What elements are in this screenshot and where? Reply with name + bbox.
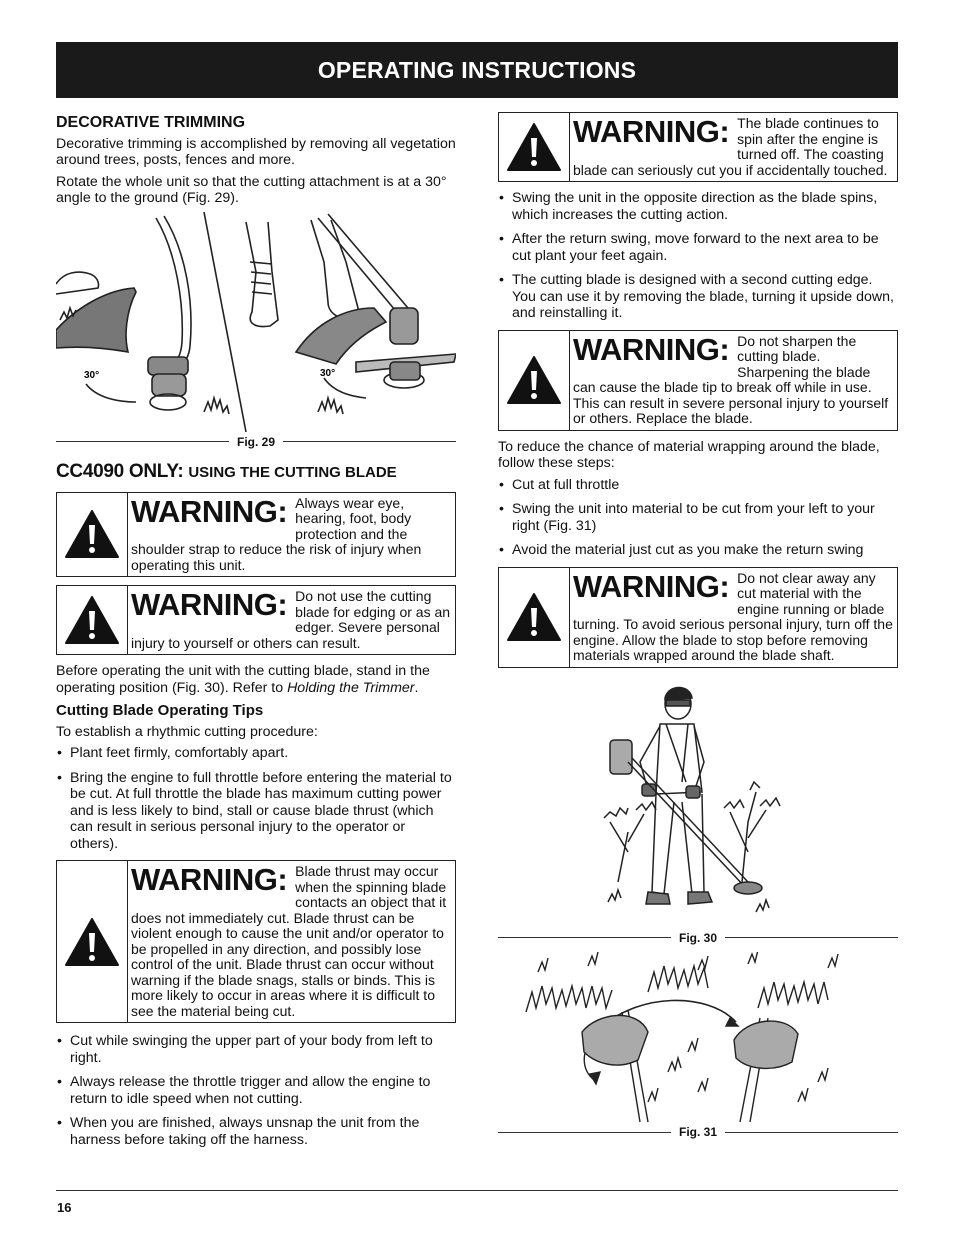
list-item: • When you are finished, always unsnap the unit from the harness before taking off the harness. <box>56 1115 456 1148</box>
warning-box-sharpen <box>498 330 898 431</box>
list-item: • The cutting blade is designed with a second cutting edge. You can use it by removing the blade, turning it upside down, and reinstalling it. <box>498 272 898 322</box>
warning-word: WARNING: <box>573 331 730 367</box>
warning-box-protection <box>56 492 456 578</box>
page-header <box>56 42 898 98</box>
warning-word: WARNING: <box>131 862 288 897</box>
tips-intro: To establish a rhythmic cutting procedure: <box>56 723 318 740</box>
holding-trimmer-reference: Holding the Trimmer <box>287 679 415 696</box>
warning-triangle-icon <box>64 508 120 560</box>
fig-31-caption <box>498 1124 898 1141</box>
warning-triangle-icon <box>506 354 562 406</box>
left-column <box>56 113 456 1156</box>
decorative-paragraph-1: Decorative trimming is accomplished by removing all vegetation around trees, posts, fences and more. <box>56 135 456 168</box>
warning-text: Do not sharpen the cutting blade. Sharpening the blade can cause the blade tip to break off while in use. This can result in severe personal injury to yourself or others. Replace the blade. <box>573 332 889 426</box>
tips-list <box>56 745 456 852</box>
right-column <box>498 112 898 1141</box>
list-item: • Avoid the material just cut as you make the return swing <box>498 542 898 559</box>
warning-word: WARNING: <box>573 114 730 149</box>
list-item: • Swing the unit in the opposite direction as the blade spins, which increases the cutting action. <box>498 190 898 223</box>
warning-word: WARNING: <box>131 493 288 529</box>
warning-text: Do not use the cutting blade for edging or as an edger. Severe personal injury to yourself or others can result. <box>131 588 451 651</box>
warning-word: WARNING: <box>131 587 288 622</box>
fig-29-angle-label-left: 30° <box>84 369 100 381</box>
decorative-paragraph-2: Rotate the whole unit so that the cutting attachment is at a 30° angle to the ground (Fig. 29). <box>56 173 447 206</box>
warning-box-edging <box>56 585 456 655</box>
wrapping-list <box>498 477 898 559</box>
fig-29-caption <box>56 434 456 451</box>
warning-triangle-icon <box>64 916 120 968</box>
swing-list <box>498 190 898 322</box>
decorative-heading: DECORATIVE TRIMMING <box>56 114 246 131</box>
model-heading-title: USING THE CUTTING BLADE <box>188 464 397 481</box>
warning-text: Do not clear away any cut material with the engine running or blade turning. To avoid serious personal injury, turn off the engine. Allow the blade to stop before removing materials wrapped around the blade shaft. <box>573 569 893 663</box>
before-operating-paragraph: Before operating the unit with the cutting blade, stand in the operating position (Fig. 30). Refer to Holding the Trimmer. <box>56 663 430 696</box>
tips-heading: Cutting Blade Operating Tips <box>56 702 264 719</box>
page-number: 16 <box>57 1200 72 1215</box>
warning-triangle-icon <box>64 594 120 646</box>
fig-29-illustration <box>56 212 456 434</box>
warning-box-blade-thrust <box>56 860 456 1023</box>
list-item: • After the return swing, move forward to the next area to be cut plant your feet again. <box>498 231 898 264</box>
warning-text: The blade continues to spin after the engine is turned off. The coasting blade can seriously cut you if accidentally touched. <box>573 115 888 178</box>
fig-30-caption-text: Fig. 30 <box>679 930 718 945</box>
list-item: • Swing the unit into material to be cut from your left to your right (Fig. 31) <box>498 501 898 534</box>
list-item: • Cut at full throttle <box>498 477 898 494</box>
fig-30-illustration <box>498 682 898 930</box>
warning-triangle-icon <box>506 121 562 173</box>
reduce-wrapping-paragraph: To reduce the chance of material wrapping around the blade, follow these steps: <box>498 438 880 471</box>
warning-box-coasting-blade <box>498 112 898 182</box>
list-item: • Plant feet firmly, comfortably apart. <box>56 745 456 762</box>
fig-29-caption-text: Fig. 29 <box>237 434 276 449</box>
fig-31-illustration <box>498 952 898 1124</box>
fig-30-caption <box>498 930 898 947</box>
warning-box-clear-material <box>498 567 898 668</box>
header-title: OPERATING INSTRUCTIONS <box>317 56 637 83</box>
list-item: • Cut while swinging the upper part of your body from left to right. <box>56 1033 456 1066</box>
footer-divider <box>56 1190 898 1191</box>
warning-text: Always wear eye, hearing, foot, body protection and the shoulder strap to reduce the risk of injury when operating this unit. <box>131 494 422 573</box>
warning-word: WARNING: <box>573 568 730 604</box>
list-item: • Always release the throttle trigger and allow the engine to return to idle speed when not cutting. <box>56 1074 456 1107</box>
fig-29-angle-label-right: 30° <box>320 367 336 379</box>
model-heading-model: CC4090 ONLY: <box>56 461 184 482</box>
cutting-list <box>56 1033 456 1148</box>
warning-triangle-icon <box>506 591 562 643</box>
fig-31-caption-text: Fig. 31 <box>679 1125 718 1139</box>
model-heading <box>56 461 456 482</box>
list-item: • Bring the engine to full throttle before entering the material to be cut. At full throttle the blade has maximum cutting power and is less likely to bind, stall or cause blade thrust (which can result in serious personal injury to the operator or others). <box>56 770 456 853</box>
warning-text: Blade thrust may occur when the spinning blade contacts an object that it does not immediately cut. Blade thrust can be violent enough to cause the unit and/or operator to be propelled in any direction, and possibly lose control of the unit. Blade thrust can occur without warning if the blade snags, stalls or binds. This is more likely to occur in areas where it is difficult to see the material being cut. <box>131 863 447 1019</box>
